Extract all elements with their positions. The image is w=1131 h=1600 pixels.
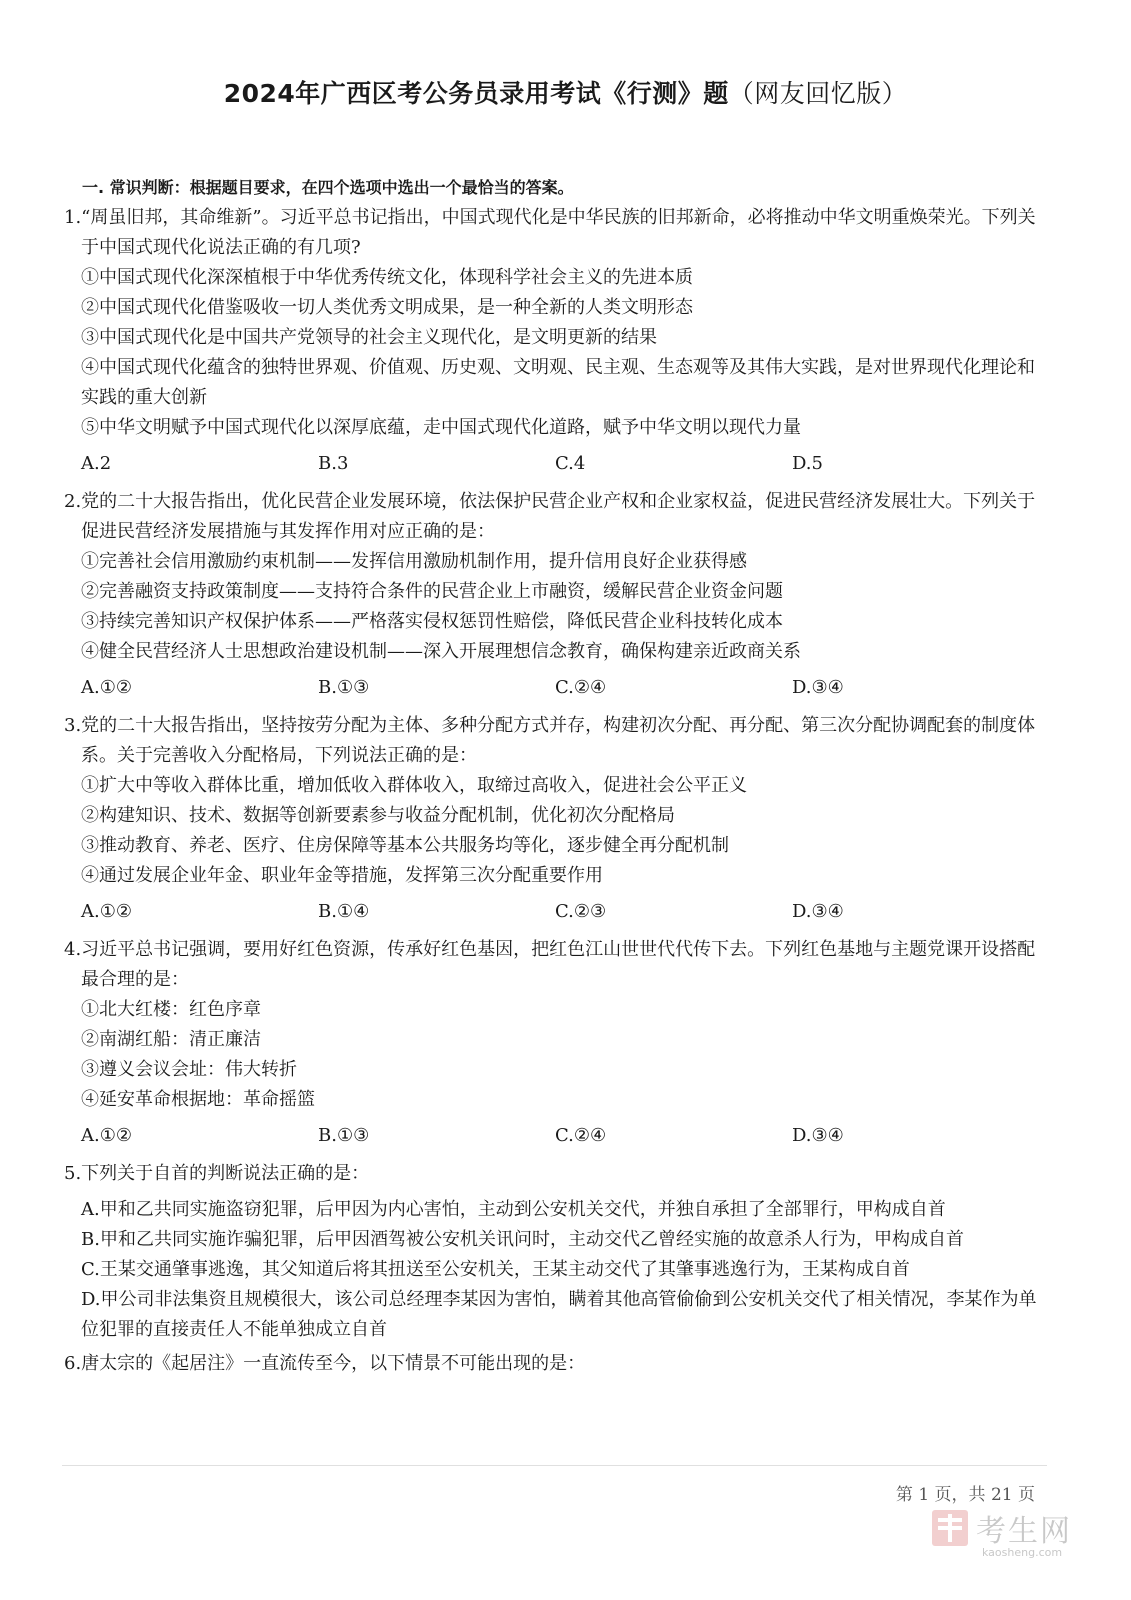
answer-options: [64, 673, 1049, 703]
question-6: [64, 1349, 1049, 1379]
answer-options: [64, 897, 1049, 927]
site-logo: [930, 1502, 1100, 1562]
question-2: [64, 487, 1049, 703]
statement-item: ②完善融资支持政策制度——支持符合条件的民营企业上市融资，缓解民营企业资金问题: [81, 581, 783, 602]
option-a: A.①②: [81, 677, 132, 698]
statement-item: ③推动教育、养老、医疗、住房保障等基本公共服务均等化，逐步健全再分配机制: [81, 835, 729, 856]
title-main: 2024年广西区考公务员录用考试《行测》题: [223, 79, 729, 108]
question-stem: 5.下列关于自首的判断说法正确的是：: [64, 1163, 370, 1184]
logo-url-text: kaosheng.com: [982, 1546, 1063, 1559]
statement-item: ①北大红楼：红色序章: [81, 999, 261, 1020]
statement-item: ⑤中华文明赋予中国式现代化以深厚底蕴，走中国式现代化道路，赋予中华文明以现代力量: [81, 417, 801, 438]
questions-content: [64, 203, 1049, 1379]
page-number: 第 1 页，共 21 页: [895, 1485, 1035, 1505]
option-c: C.4: [555, 453, 586, 474]
statement-item: ④延安革命根据地：革命摇篮: [81, 1089, 315, 1110]
question-stem: 4.习近平总书记强调，要用好红色资源，传承好红色基因，把红色江山世世代代传下去。下列红色基地与主题党课开设搭配最合理的是：: [64, 939, 1036, 990]
statement-item: ①完善社会信用激励约束机制——发挥信用激励机制作用，提升信用良好企业获得感: [81, 551, 747, 572]
statement-item: ③遵义会议会址：伟大转折: [81, 1059, 297, 1080]
statement-item: ①中国式现代化深深植根于中华优秀传统文化，体现科学社会主义的先进本质: [81, 267, 693, 288]
option-d: D.5: [792, 453, 823, 474]
statement-item: ②中国式现代化借鉴吸收一切人类优秀文明成果，是一种全新的人类文明形态: [81, 297, 693, 318]
question-stem: 2.党的二十大报告指出，优化民营企业发展环境，依法保护民营企业产权和企业家权益，促进民营经济发展壮大。下列关于促进民营经济发展措施与其发挥作用对应正确的是：: [64, 491, 1036, 542]
question-stem: 3.党的二十大报告指出，坚持按劳分配为主体、多种分配方式并存，构建初次分配、再分配、第三次分配协调配套的制度体系。关于完善收入分配格局，下列说法正确的是：: [64, 715, 1036, 766]
answer-option-long: A.甲和乙共同实施盗窃犯罪，后甲因为内心害怕，主动到公安机关交代，并独自承担了全部罪行，甲构成自首: [81, 1199, 946, 1220]
option-c: C.②③: [555, 901, 607, 922]
option-c: C.②④: [555, 1125, 607, 1146]
option-a: A.①②: [81, 1125, 132, 1146]
option-b: B.①③: [318, 677, 370, 698]
answer-option-long: B.甲和乙共同实施诈骗犯罪，后甲因酒驾被公安机关讯问时，主动交代乙曾经实施的故意杀人行为，甲构成自首: [81, 1229, 964, 1250]
question-stem: 1.“周虽旧邦，其命维新”。习近平总书记指出，中国式现代化是中华民族的旧邦新命，必将推动中华文明重焕荣光。下列关于中国式现代化说法正确的有几项?: [64, 207, 1036, 258]
question-5: [64, 1159, 1049, 1345]
option-a: A.①②: [81, 901, 132, 922]
statement-item: ③持续完善知识产权保护体系——严格落实侵权惩罚性赔偿，降低民营企业科技转化成本: [81, 611, 783, 632]
question-1: [64, 203, 1049, 479]
statement-item: ②构建知识、技术、数据等创新要素参与收益分配机制，优化初次分配格局: [81, 805, 675, 826]
option-b: B.①③: [318, 1125, 370, 1146]
option-d: D.③④: [792, 901, 844, 922]
logo-mark-icon: [930, 1508, 970, 1548]
answer-option-long: C.王某交通肇事逃逸，其父知道后将其扭送至公安机关，王某主动交代了其肇事逃逸行为，王某构成自首: [81, 1259, 910, 1280]
statement-item: ④中国式现代化蕴含的独特世界观、价值观、历史观、文明观、民主观、生态观等及其伟大实践，是对世界现代化理论和实践的重大创新: [81, 357, 1035, 408]
option-b: B.3: [318, 453, 349, 474]
answer-options: [64, 449, 1049, 479]
section-heading: 一. 常识判断：根据题目要求，在四个选项中选出一个最恰当的答案。: [82, 178, 574, 197]
statement-item: ③中国式现代化是中国共产党领导的社会主义现代化，是文明更新的结果: [81, 327, 657, 348]
page-title: [0, 74, 1131, 110]
answer-options: [64, 1121, 1049, 1151]
logo-brand-text: 考生网: [976, 1514, 1072, 1549]
option-d: D.③④: [792, 677, 844, 698]
option-d: D.③④: [792, 1125, 844, 1146]
statement-item: ④健全民营经济人士思想政治建设机制——深入开展理想信念教育，确保构建亲近政商关系: [81, 641, 801, 662]
title-sub: （网友回忆版）: [728, 79, 908, 108]
question-3: [64, 711, 1049, 927]
option-b: B.①④: [318, 901, 370, 922]
question-stem: 6.唐太宗的《起居注》一直流传至今，以下情景不可能出现的是：: [64, 1353, 586, 1374]
option-a: A.2: [81, 453, 112, 474]
statement-item: ②南湖红船：清正廉洁: [81, 1029, 261, 1050]
option-c: C.②④: [555, 677, 607, 698]
answer-option-long: D.甲公司非法集资且规模很大，该公司总经理李某因为害怕，瞒着其他高管偷偷到公安机关交代了相关情况，李某作为单位犯罪的直接责任人不能单独成立自首: [81, 1289, 1037, 1340]
statement-item: ④通过发展企业年金、职业年金等措施，发挥第三次分配重要作用: [81, 865, 603, 886]
footer-divider: [62, 1465, 1047, 1466]
question-4: [64, 935, 1049, 1151]
statement-item: ①扩大中等收入群体比重，增加低收入群体收入，取缔过高收入，促进社会公平正义: [81, 775, 747, 796]
